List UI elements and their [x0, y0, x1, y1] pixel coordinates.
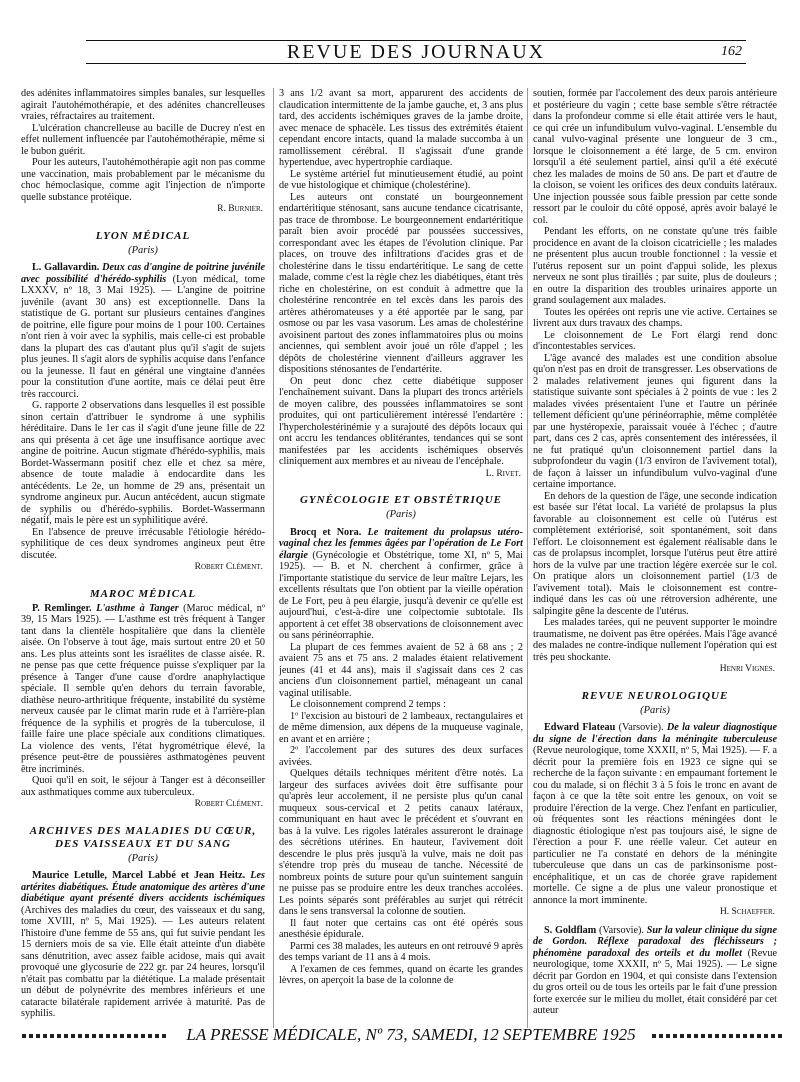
section-title-gynecologie: GYNÉCOLOGIE ET OBSTÉTRIQUE — [299, 494, 503, 506]
page-number: 162 — [721, 44, 742, 59]
article-author: Maurice Letulle, Marcel Labbé et Jean Heitz. — [32, 870, 246, 881]
article-author: Edward Flateau — [544, 722, 616, 733]
article-body: (Revue neurologique, tome XXXII, nº 5, Mai 1925). — Le signe décrit par Gordon en 1904, et qui consiste dans l'extension du gros orteil ou de tous les orteils par le fait d'une pression forte exercée sur le milieu du mollet, était considéré par cet auteur — [533, 947, 777, 1016]
article-title: L'asthme à Tanger — [96, 602, 179, 614]
running-title: REVUE DES JOURNAUX — [286, 41, 546, 63]
article-title: Les artérites diabétiques. Étude anatomique des artères d'une diabétique ayant présenté divers accidents ischémiques — [21, 870, 265, 904]
column-1 — [21, 88, 265, 1022]
paragraph: A l'examen de ces femmes, quand on écarte les grandes lèvres, on aperçoit la base de la colonne de — [279, 963, 523, 986]
paragraph: Pendant les efforts, on ne constate qu'une très faible procidence en avant de la cloison cicatricielle ; les malades ne présentent plus aucun trouble fonctionnel : la vessie et l'utérus reposent sur un point d'appui solide, les plexus nerveux ne sont plus tiraillés ; par suite, plus de douleurs ; en outre la disparition des troubles urinaires apporte un grand soulagement aux malades. — [533, 226, 777, 306]
column-3 — [533, 88, 777, 1022]
paragraph: Le cloisonnement comprend 2 temps : — [290, 699, 446, 710]
article-brocq-nora — [279, 527, 523, 642]
footer-ornament-left — [22, 1034, 168, 1038]
article-body: (Maroc médical, nº 39, 15 Mars 1925). — L'asthme est très fréquent à Tanger tant dans la clientèle hospitalière que dans la clientèle aisée. On l'observe à tout âge, mais surtout entre 20 et 50 ans. Les plus atteints sont les israélites de classe aisée. R. ne pense pas que cette fréquence puisse s'expliquer par la présence à Tanger d'une cause d'ordre anaphylactique spéciale. Il semble qu'en dehors du terrain favorable, diathèse neuro-arthritique fréquente, instabilité du système nerveux causée par le climat marin rude et à l'arrière-plan fréquence de la syphilis et progrès de la tuberculose, il faille faire une place spéciale aux conditions climatiques. La violence des vents, l'état hygrométrique élevé, la présence peut-être de poussières asthmatogènes peuvent être incriminés. — [21, 602, 265, 775]
paragraph: 1º l'excision au bistouri de 2 lambeaux, rectangulaires et de même dimension, aux dépens de la muqueuse vaginale, en avant et en arrière ; — [279, 710, 523, 745]
paragraph: L'ulcération chancrelleuse au bacille de Ducrey n'est en effet nullement influencée par l'autohémothérapie, même si le bubon guérit. — [21, 122, 265, 157]
article-author: P. Remlinger. — [32, 602, 92, 614]
author-signature: L. Rivet. — [485, 468, 521, 479]
author-signature: Robert Clément. — [194, 799, 263, 809]
paragraph: Les auteurs ont constaté un bourgeonnement endartéritique sténosant, sans aucune tendance cicatrisante, pas trace de thrombose. Le bourgeonnement endartéritique paraît bien avoir procédé par poussées successives, correspondant avec les étapes de l'évolution clinique. Par places, on trouve des infiltrations d'acides gras et de cholestérine dans le tissu endartéritique. Le sang de cette malade, comme c'est la règle chez les diabétiques, étant très riche en cholestérine, on est conduit à admettre que la cholestérine rencontrée en tel excès dans les parois des artères athéromateuses y a été apportée par le sang, par osmose ou par les vasa vasorum. Les amas de cholestérine avoisinent partout des zones inflammatoires plus ou moins anciennes, qui semblent avoir joué un rôle d'appel ; les dépôts de cholestérine viennent d'ailleurs aggraver les dispositions sténosantes de l'endartérite. — [279, 191, 523, 375]
article-title: Le traitement du prolapsus utéro-vaginal chez les femmes âgées par l'opération de Le Fort élargie — [279, 526, 523, 561]
paragraph: soutien, formée par l'accolement des deux parois antérieure et postérieure du vagin ; cette base semble s'être rétractée dans la profondeur comme si elle était attirée vers le haut, ce qui crée un infundibulum vulvo-vaginal. L'ensemble du canal vulvo-vaginal présente une longueur de 3 cm., lorsque le cloisonnement a été large, de 5 cm. environ lorsqu'il a été seulement partiel, ainsi qu'il a été exécuté chez les malades de moins de 50 ans. De part et d'autre de la cloison, se voient les orifices des deux conduits latéraux. Une injection poussée sous faible pression par cette sonde ressort par le couloir du côté opposé, après avoir balayé le col. — [533, 88, 777, 226]
section-place: (Paris) — [386, 509, 416, 520]
paragraph: 2º l'accolement par des sutures des deux surfaces avivées. — [279, 745, 523, 768]
paragraph: En dehors de la question de l'âge, une seconde indication est basée sur l'état local. La variété de prolapsus la plus favorable au cloisonnement est celle où l'utérus est complètement extériorisé, soit spontanément, soit dans l'effort. Le cloisonnement est également réalisable dans le cas de prolapsus incomplet, lorsque l'utérus peut être attiré hors de la vulve par une traction légère exercée sur le col. On pratique alors un cloisonnement partiel (1/3 de l'avivement total). Mais le cloisonnement est contre-indiqué dans les cas où une rétroversion adhérente, une salpingite gêne la descente de l'utérus. — [533, 490, 777, 617]
article-author: L. Gallavardin. — [32, 262, 100, 273]
article-flateau — [533, 722, 777, 906]
footer-ornament-right — [652, 1034, 782, 1038]
section-title-revue-neurologique: REVUE NEUROLOGIQUE — [581, 689, 729, 702]
article-letulle — [21, 870, 265, 1020]
section-title-maroc-medical: MAROC MÉDICAL — [89, 587, 197, 600]
article-affiliation: (Varsovie). — [618, 722, 664, 733]
paragraph: On peut donc chez cette diabétique supposer l'enchaînement suivant. Dans la plupart des troncs artériels de moyen calibre, des poussées inflammatoires se sont produites, qui ont particulièrement intéressé l'endartère : l'hypercholestérinémie y a surajouté des dépôts locaux qui ont accru les tendances oblitérantes, tendances qui se sont manifestées par les accidents ischémiques observés cliniquement aux membres et au niveau de l'encéphale. — [279, 375, 523, 467]
author-signature: Henri Vignes. — [719, 664, 775, 674]
article-body: (Revue neurologique, tome XXXII, nº 5, Mai 1925). — F. a décrit pour la première fois en 1923 ce signe qui se recherche de la façon suivante : en empaumant fortement le cou du malade, si on fléchit 3 à 5 fois le tronc en avant de façon à ce que la tête soit entre les genoux, on voit se produire l'érection de la verge. Chez l'enfant en particulier, où fréquentes sont les réactions méningées dont le diagnostic étiologique n'est pas toujours aisé, le signe de l'érection a pour F. une réelle valeur. Cet auteur en particulier ne l'a constaté en dehors de la méningite tuberculeuse que dans un cas de parkinsonisme post-encéphalitique, et un cas de chorée grave rapidement mortelle. Ce signe a de plus une valeur pronostique et annonce la mort imminente. — [533, 745, 777, 906]
paragraph: Le système artériel fut minutieusement étudié, au point de vue histologique et chimique (cholestérine). — [279, 168, 523, 191]
article-title: Deux cas d'angine de poitrine juvénile avec possibilité d'hérédo-syphilis — [21, 262, 265, 285]
paragraph: L'âge avancé des malades est une condition absolue qu'on n'est pas en droit de transgresser. Les observations de 2 malades relativement jeunes qui figurent dans la statistique suivante sont spéciales à 2 points de vue : les 2 malades vivées présentaient l'une et l'autre un périnée tellement déficient qu'une périnéorraphie, même complétée par une hystéropexie, paraissait vouée à l'échec ; d'autre part, dans ces 2 cas, après consentement des intéressées, il ne fut pratiqué qu'un cloisonnement partiel dans la subprofondeur du vagin (1/3 environ de l'avivement total), de façon à laisser un infundibulum vulvo-vaginal d'une certaine importance. — [533, 352, 777, 490]
article-body: (Lyon médical, tome LXXXV, nº 18, 3 Mai 1925). — L'angine de poitrine juvénile (avant 30 ans) est exceptionnelle. Dans la statistique de G. portant sur plusieurs centaines d'angines de poitrine, elle figure pour moins de 1 pour 100. Certaines n'ont rien à voir avec la syphilis, mais celle-ci est probable dans la plupart des cas d'autant plus qu'il s'agit de sujets plus jeunes. Il s'agit alors de syphilis acquise dans l'enfance ou la jeunesse. Il faut en général une vingtaine d'années pour la constitution d'une aortite, mais ce délai peut être très raccourci. — [21, 273, 265, 400]
header-rule-bottom — [86, 63, 746, 64]
article-goldflam — [533, 925, 777, 1017]
author-signature: R. Burnier. — [217, 204, 263, 214]
page-footer — [22, 1022, 782, 1050]
paragraph: 3 ans 1/2 avant sa mort, apparurent des accidents de claudication intermittente de la jambe gauche, et, 3 ans plus tard, des accidents ischémiques graves de la jambe droite, avec menace de sphacèle. Les tissus des extrémités étaient cependant encore intacts, quand la malade succomba à un ramollissement cérébral. Il s'agissait d'une grande hypertendue, avec hypertrophie cardiaque. — [279, 88, 523, 168]
section-title-lyon-medical: LYON MÉDICAL — [95, 229, 191, 242]
author-signature: H. Schaeffer. — [719, 907, 775, 917]
article-author: S. Goldflam — [544, 924, 597, 936]
article-gallavardin — [21, 262, 265, 400]
article-title: Sur la valeur clinique du signe de Gordon. Réflexe paradoxal des fléchisseurs ; phénomène paradoxal des orteils et du mollet — [533, 924, 777, 959]
article-remlinger — [21, 603, 265, 776]
paragraph: Il faut noter que certains cas ont été opérés sous anesthésie épidurale. — [279, 917, 523, 940]
section-place: (Paris) — [640, 704, 670, 716]
article-body: (Archives des maladies du cœur, des vaisseaux et du sang, tome XVIII, nº 5, Mai 1925). — Les auteurs relatent l'histoire d'une femme de 55 ans, qui fut suivie pendant les 15 derniers mois de sa vie. Elle était atteinte d'un diabète sans dénutrition, avec assez faible acidose, mais qui avait provoqué une glycosurie de 222 gr. par 24 heures, lorsqu'il n'était pas combattu par la diététique. La malade présentait un début de polynévrite des membres inférieurs et une cataracte bilatérale rapidement arrivée à maturité. Pas de syphilis. — [21, 904, 265, 1019]
section-place: (Paris) — [128, 852, 158, 864]
article-body: (Gynécologie et Obstétrique, tome XI, nº 5, Mai 1925). — B. et N. cherchent à confirmer, grâce à l'importante statistique du service de leur maître Lejars, les excellents résultats que l'on obtient par la vieille opération de Le Fort, peu à peu élargie, jusqu'à devenir ce qu'elle est aujourd'hui, c'est-à-dire une colpectomie subtotale. Ils apportent à cet effet 38 observations de cloisonnement avec ou sans périnéorraphie. — [279, 549, 523, 641]
paragraph: En l'absence de preuve irrécusable l'étiologie hérédo-syphilitique de ces deux syndromes angineux peut être discutée. — [21, 526, 265, 561]
paragraph: Parmi ces 38 malades, les auteurs en ont retrouvé 9 après des temps variant de 11 ans à 4 mois. — [279, 940, 523, 963]
author-signature: Robert Clément. — [194, 562, 263, 572]
article-author: Brocq et Nora. — [290, 526, 362, 538]
column-divider — [273, 88, 274, 1028]
column-divider — [527, 88, 528, 1028]
article-affiliation: (Varsovie). — [599, 924, 644, 936]
paragraph: G. rapporte 2 observations dans lesquelles il est possible sinon certain d'attribuer le syndrome à une syphilis héréditaire. Dans le 1er cas il s'agit d'une jeune fille de 22 ans qui présenta à cet âge une insuffisance aortique avec angine de poitrine. Aucun stigmate d'hérédo-syphilis, mais Bordet-Wassermann positif chez elle et chez sa mère, absence de toute maladie à endocardite dans les antécédents. Le 2e, un homme de 29 ans, présentait un syndrome angineux pur. Aucun antécédent, aucun stigmate de syphilis ou d'hérédo-syphilis. Bordet-Wassermann négatif, mais le père est un syphilitique avéré. — [21, 400, 265, 526]
section-title-archives-coeur: ARCHIVES DES MALADIES DU CŒUR, DES VAISSEAUX ET DU SANG — [29, 824, 257, 850]
section-place: (Paris) — [128, 244, 158, 256]
paragraph: Les malades tarées, qui ne peuvent supporter le moindre traumatisme, ne doivent pas être opérées. Mais l'âge avancé des malades ne contre-indique nullement l'opération qui est très peu shockante. — [533, 617, 777, 663]
paragraph: Le cloisonnement de Le Fort élargi rend donc d'incontestables services. — [533, 329, 777, 352]
article-title: De la valeur diagnostique du signe de l'érection dans la méningite tuberculeuse — [533, 722, 777, 745]
paragraph: Quelques détails techniques méritent d'être notés. La largeur des surfaces avivées doit être suffisante pour qu'après leur accolement, il ne persiste plus qu'un canal muqueux sous-cervical et 2 petits canaux latéraux, communiquant en haut avec le précédent et s'ouvrant en bas à la vulve. Les rigoles latérales assureront le drainage des sécrétions utérines. En hauteur, l'avivement doit descendre le plus près jusqu'à la vulve, mais ne doit pas s'étendre trop près du museau de tanche. Nécessité de nombreux points de suture pour qu'un suintement sanguin ne puisse pas se produire entre les deux tranches accolées. Les points séparés sont préférables au surjet qui rétrécit dans le sens transversal la colonne de soutien. — [279, 768, 523, 917]
paragraph: Toutes les opérées ont repris une vie active. Certaines se livrent aux durs travaux des champs. — [533, 306, 777, 329]
column-2 — [279, 88, 523, 1022]
paragraph: des adénites inflammatoires simples banales, sur lesquelles agirait l'autohémothérapie, et des adénites chancrelleuses vraies, réfractaires au traitement. — [21, 88, 265, 122]
paragraph: La plupart de ces femmes avaient de 52 à 68 ans ; 2 avaient 75 ans et 75 ans. 2 malades étaient relativement jeunes (41 et 44 ans), mais il s'agissait dans ces 2 cas anciens d'un cloisonnement partiel, ménageant un canal vaginal utilisable. — [279, 641, 523, 699]
paragraph: Quoi qu'il en soit, le séjour à Tanger est à déconseiller aux asthmatiques comme aux tuberculeux. — [21, 775, 265, 798]
footer-publication-line: LA PRESSE MÉDICALE, Nº 73, SAMEDI, 12 SEPTEMBRE 1925 — [186, 1025, 636, 1044]
paragraph: Pour les auteurs, l'autohémothérapie agit non pas comme une vaccination, mais probablement par le mécanisme du choc hémoclasique, comme agit l'injection de n'importe quelle substance protéique. — [21, 157, 265, 203]
